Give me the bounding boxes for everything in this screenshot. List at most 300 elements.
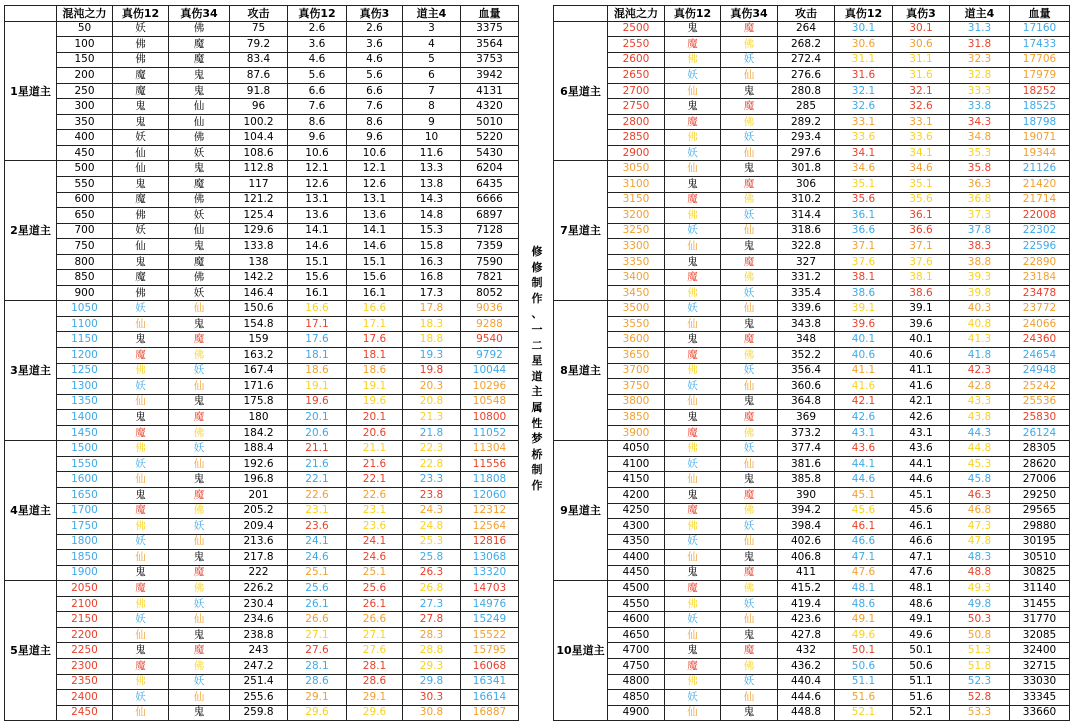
table-cell: 30.3 (403, 690, 461, 706)
table-cell: 佛 (113, 52, 169, 68)
table-cell: 仙 (113, 627, 169, 643)
table-cell: 14.6 (288, 239, 347, 255)
table-cell: 34.1 (893, 145, 950, 161)
table-cell: 佛 (721, 581, 778, 597)
table-cell: 仙 (113, 316, 169, 332)
table-cell: 仙 (113, 472, 169, 488)
table-cell: 佛 (721, 37, 778, 53)
table-cell: 180 (230, 410, 288, 426)
table-cell: 37.8 (950, 223, 1010, 239)
table-cell: 3375 (461, 21, 519, 37)
table-row (554, 658, 1070, 674)
table-cell: 佛 (665, 130, 721, 146)
table-cell: 40.8 (950, 316, 1010, 332)
table-cell: 30.1 (893, 21, 950, 37)
table-cell: 仙 (665, 705, 721, 721)
side-note (530, 244, 544, 494)
table-cell: 27006 (1010, 472, 1070, 488)
table-row (5, 254, 519, 270)
table-cell: 31.6 (835, 68, 893, 84)
table-cell: 3700 (608, 363, 665, 379)
table-cell: 33.8 (950, 99, 1010, 115)
table-row (554, 627, 1070, 643)
table-cell: 31.8 (950, 37, 1010, 53)
table-cell: 398.4 (778, 519, 835, 535)
table-cell: 14.3 (403, 192, 461, 208)
table-cell: 6435 (461, 177, 519, 193)
table-cell: 45.1 (835, 487, 893, 503)
table-cell: 356.4 (778, 363, 835, 379)
table-cell: 2650 (608, 68, 665, 84)
table-cell: 佛 (665, 363, 721, 379)
table-cell: 24066 (1010, 316, 1070, 332)
table-cell: 魔 (665, 581, 721, 597)
table-cell: 423.6 (778, 612, 835, 628)
table-row (5, 208, 519, 224)
table-cell: 18.1 (347, 348, 403, 364)
table-cell: 432 (778, 643, 835, 659)
table-cell: 39.1 (893, 301, 950, 317)
table-row (554, 456, 1070, 472)
table-cell: 32.6 (835, 99, 893, 115)
table-cell: 23.1 (288, 503, 347, 519)
table-cell: 鬼 (113, 487, 169, 503)
table-cell: 28.1 (347, 658, 403, 674)
table-cell: 3250 (608, 223, 665, 239)
table-cell: 25.8 (403, 550, 461, 566)
col-header: 混沌之力 (608, 6, 665, 22)
table-cell: 鬼 (113, 332, 169, 348)
table-cell: 30195 (1010, 534, 1070, 550)
table-cell: 45.3 (950, 456, 1010, 472)
table-cell: 佛 (169, 425, 230, 441)
table-cell: 4.6 (347, 52, 403, 68)
table-cell: 魔 (665, 114, 721, 130)
stats-table-right (553, 5, 1070, 721)
table-cell: 11808 (461, 472, 519, 488)
table-cell: 50 (57, 21, 113, 37)
table-cell: 39.8 (950, 285, 1010, 301)
table-cell: 43.1 (835, 425, 893, 441)
table-row (554, 68, 1070, 84)
table-cell: 仙 (665, 83, 721, 99)
table-cell: 6 (403, 68, 461, 84)
table-cell: 鬼 (665, 487, 721, 503)
table-cell: 125.4 (230, 208, 288, 224)
table-cell: 4700 (608, 643, 665, 659)
table-cell: 鬼 (721, 550, 778, 566)
table-row (5, 21, 519, 37)
side-note-char: 二 (531, 338, 543, 352)
stats-table-left (4, 5, 519, 721)
table-cell: 佛 (113, 285, 169, 301)
table-cell: 4350 (608, 534, 665, 550)
table-cell: 25.3 (403, 534, 461, 550)
table-cell: 37.6 (835, 254, 893, 270)
table-cell: 15795 (461, 643, 519, 659)
table-cell: 5.6 (347, 68, 403, 84)
side-note-char: 道 (531, 369, 543, 383)
table-cell: 46.1 (893, 519, 950, 535)
table-cell: 34.6 (893, 161, 950, 177)
table-cell: 47.1 (835, 550, 893, 566)
table-cell: 11556 (461, 456, 519, 472)
side-note-char: 、 (531, 307, 543, 321)
table-cell: 22.1 (288, 472, 347, 488)
table-cell: 27.6 (347, 643, 403, 659)
table-cell: 魔 (113, 68, 169, 84)
table-cell: 100 (57, 37, 113, 53)
table-row (5, 316, 519, 332)
table-cell: 1300 (57, 379, 113, 395)
table-cell: 3350 (608, 254, 665, 270)
table-cell: 41.1 (893, 363, 950, 379)
table-cell: 21.6 (288, 456, 347, 472)
table-cell: 魔 (721, 332, 778, 348)
table-cell: 251.4 (230, 674, 288, 690)
table-cell: 28.8 (403, 643, 461, 659)
table-cell: 佛 (721, 503, 778, 519)
table-cell: 25.1 (347, 565, 403, 581)
table-cell: 34.3 (950, 114, 1010, 130)
table-cell: 佛 (665, 52, 721, 68)
table-cell: 47.3 (950, 519, 1010, 535)
table-cell: 268.2 (778, 37, 835, 53)
table-cell: 22596 (1010, 239, 1070, 255)
table-cell: 117 (230, 177, 288, 193)
table-cell: 23.8 (403, 487, 461, 503)
table-cell: 佛 (721, 270, 778, 286)
side-note-char: 星 (531, 354, 543, 368)
table-cell: 魔 (169, 254, 230, 270)
table-cell: 75 (230, 21, 288, 37)
tier-label: 1星道主 (5, 21, 57, 161)
table-cell: 444.6 (778, 690, 835, 706)
table-cell: 妖 (113, 534, 169, 550)
table-cell: 49.6 (893, 627, 950, 643)
table-cell: 仙 (665, 550, 721, 566)
table-cell: 440.4 (778, 674, 835, 690)
table-cell: 11052 (461, 425, 519, 441)
table-cell: 47.6 (893, 565, 950, 581)
table-cell: 327 (778, 254, 835, 270)
table-cell: 2.6 (347, 21, 403, 37)
table-cell: 700 (57, 223, 113, 239)
table-cell: 2300 (57, 658, 113, 674)
table-row (554, 565, 1070, 581)
table-cell: 10 (403, 130, 461, 146)
table-cell: 343.8 (778, 316, 835, 332)
table-cell: 魔 (169, 643, 230, 659)
table-cell: 2550 (608, 37, 665, 53)
table-cell: 222 (230, 565, 288, 581)
table-cell: 91.8 (230, 83, 288, 99)
table-cell: 24.1 (288, 534, 347, 550)
table-cell: 1750 (57, 519, 113, 535)
table-cell: 48.8 (950, 565, 1010, 581)
table-cell: 妖 (721, 363, 778, 379)
table-row (554, 83, 1070, 99)
table-cell: 3900 (608, 425, 665, 441)
table-row (5, 130, 519, 146)
table-cell: 3750 (608, 379, 665, 395)
table-cell: 238.8 (230, 627, 288, 643)
table-cell: 21.1 (288, 441, 347, 457)
table-cell: 15.1 (288, 254, 347, 270)
table-cell: 佛 (113, 37, 169, 53)
table-cell: 32.1 (893, 83, 950, 99)
table-cell: 415.2 (778, 581, 835, 597)
table-cell: 44.1 (893, 456, 950, 472)
table-cell: 18.8 (403, 332, 461, 348)
table-cell: 妖 (113, 690, 169, 706)
table-cell: 45.1 (893, 487, 950, 503)
table-cell: 7128 (461, 223, 519, 239)
table-cell: 29.3 (403, 658, 461, 674)
table-cell: 13.8 (403, 177, 461, 193)
table-cell: 4320 (461, 99, 519, 115)
table-row (5, 596, 519, 612)
table-cell: 16.8 (403, 270, 461, 286)
table-cell: 40.3 (950, 301, 1010, 317)
table-cell: 29250 (1010, 487, 1070, 503)
table-cell: 3600 (608, 332, 665, 348)
table-cell: 鬼 (721, 316, 778, 332)
table-cell: 394.2 (778, 503, 835, 519)
table-cell: 佛 (169, 658, 230, 674)
table-cell: 魔 (665, 192, 721, 208)
table-row (5, 239, 519, 255)
table-cell: 15.8 (403, 239, 461, 255)
table-cell: 20.6 (288, 425, 347, 441)
table-cell: 19.3 (403, 348, 461, 364)
table-cell: 39.6 (835, 316, 893, 332)
table-row (5, 410, 519, 426)
table-cell: 魔 (113, 270, 169, 286)
table-cell: 352.2 (778, 348, 835, 364)
table-cell: 10.6 (347, 145, 403, 161)
table-cell: 19071 (1010, 130, 1070, 146)
table-cell: 12060 (461, 487, 519, 503)
table-cell: 仙 (113, 705, 169, 721)
col-header: 攻击 (230, 6, 288, 22)
table-cell: 21.8 (403, 425, 461, 441)
side-note-char: 性 (531, 416, 543, 430)
table-cell: 鬼 (113, 643, 169, 659)
table-row (554, 208, 1070, 224)
table-row (554, 52, 1070, 68)
table-cell: 600 (57, 192, 113, 208)
table-cell: 36.8 (950, 192, 1010, 208)
table-cell: 171.6 (230, 379, 288, 395)
table-cell: 魔 (721, 177, 778, 193)
table-cell: 10.6 (288, 145, 347, 161)
table-cell: 369 (778, 410, 835, 426)
table-cell: 14.1 (347, 223, 403, 239)
table-cell: 1150 (57, 332, 113, 348)
table-cell: 17979 (1010, 68, 1070, 84)
table-cell: 魔 (169, 487, 230, 503)
table-cell: 9 (403, 114, 461, 130)
side-note-char: 制 (531, 463, 543, 477)
table-cell: 仙 (113, 550, 169, 566)
table-cell: 26.6 (347, 612, 403, 628)
col-header: 血量 (1010, 6, 1070, 22)
table-cell: 39.3 (950, 270, 1010, 286)
table-cell: 1100 (57, 316, 113, 332)
table-cell: 2050 (57, 581, 113, 597)
table-row (554, 394, 1070, 410)
table-cell: 14976 (461, 596, 519, 612)
table-cell: 17.8 (403, 301, 461, 317)
table-cell: 魔 (169, 332, 230, 348)
table-cell: 43.3 (950, 394, 1010, 410)
table-row (5, 52, 519, 68)
header-row (554, 6, 1070, 22)
table-cell: 4650 (608, 627, 665, 643)
table-cell: 3650 (608, 348, 665, 364)
table-row (554, 410, 1070, 426)
table-cell: 妖 (721, 596, 778, 612)
table-cell: 21.1 (347, 441, 403, 457)
table-cell: 25.6 (288, 581, 347, 597)
table-cell: 2450 (57, 705, 113, 721)
table-cell: 13.1 (288, 192, 347, 208)
tier-label: 9星道主 (554, 441, 608, 581)
table-cell: 仙 (665, 161, 721, 177)
side-note-char: 修 (531, 245, 543, 258)
table-cell: 魔 (665, 37, 721, 53)
table-cell: 49.3 (950, 581, 1010, 597)
table-cell: 魔 (113, 192, 169, 208)
table-cell: 2750 (608, 99, 665, 115)
table-row (5, 643, 519, 659)
table-cell: 650 (57, 208, 113, 224)
table-row (554, 239, 1070, 255)
table-cell: 妖 (721, 52, 778, 68)
table-cell: 6.6 (288, 83, 347, 99)
table-cell: 12564 (461, 519, 519, 535)
table-cell: 妖 (665, 456, 721, 472)
table-cell: 32.6 (893, 99, 950, 115)
table-cell: 4300 (608, 519, 665, 535)
table-cell: 32.1 (835, 83, 893, 99)
table-cell: 妖 (113, 130, 169, 146)
table-cell: 31.6 (893, 68, 950, 84)
table-cell: 12.1 (347, 161, 403, 177)
table-cell: 佛 (113, 363, 169, 379)
table-cell: 7 (403, 83, 461, 99)
table-cell: 51.1 (835, 674, 893, 690)
table-cell: 50.6 (835, 658, 893, 674)
table-cell: 46.3 (950, 487, 1010, 503)
table-cell: 4 (403, 37, 461, 53)
table-cell: 14.1 (288, 223, 347, 239)
col-header: 混沌之力 (57, 6, 113, 22)
table-cell: 鬼 (113, 99, 169, 115)
table-cell: 43.6 (835, 441, 893, 457)
table-cell: 仙 (169, 99, 230, 115)
table-cell: 17433 (1010, 37, 1070, 53)
table-cell: 鬼 (665, 332, 721, 348)
table-cell: 仙 (169, 690, 230, 706)
table-cell: 36.1 (835, 208, 893, 224)
table-cell: 3500 (608, 301, 665, 317)
table-row (5, 285, 519, 301)
table-cell: 217.8 (230, 550, 288, 566)
table-cell: 121.2 (230, 192, 288, 208)
table-row (5, 550, 519, 566)
table-cell: 42.6 (835, 410, 893, 426)
table-cell: 4100 (608, 456, 665, 472)
table-cell: 30.6 (893, 37, 950, 53)
table-cell: 12.6 (288, 177, 347, 193)
table-row (554, 363, 1070, 379)
table-cell: 16068 (461, 658, 519, 674)
table-cell: 佛 (665, 285, 721, 301)
tier-label: 3星道主 (5, 301, 57, 441)
table-cell: 魔 (169, 565, 230, 581)
table-cell: 17.6 (347, 332, 403, 348)
table-cell: 魔 (169, 410, 230, 426)
table-cell: 4200 (608, 487, 665, 503)
table-cell: 22.1 (347, 472, 403, 488)
table-cell: 360.6 (778, 379, 835, 395)
table-cell: 293.4 (778, 130, 835, 146)
table-cell: 24360 (1010, 332, 1070, 348)
table-cell: 51.6 (893, 690, 950, 706)
side-note-char: 作 (531, 291, 543, 305)
table-cell: 33660 (1010, 705, 1070, 721)
table-cell: 28.3 (403, 627, 461, 643)
table-cell: 24.8 (403, 519, 461, 535)
table-cell: 1600 (57, 472, 113, 488)
table-cell: 44.1 (835, 456, 893, 472)
table-cell: 魔 (721, 643, 778, 659)
table-cell: 仙 (169, 301, 230, 317)
table-row (554, 705, 1070, 721)
table-row (5, 565, 519, 581)
table-cell: 3200 (608, 208, 665, 224)
table-cell: 550 (57, 177, 113, 193)
table-cell: 2150 (57, 612, 113, 628)
table-cell: 50.8 (950, 627, 1010, 643)
table-cell: 佛 (169, 503, 230, 519)
table-cell: 3753 (461, 52, 519, 68)
table-cell: 6897 (461, 208, 519, 224)
table-cell: 妖 (665, 145, 721, 161)
table-cell: 43.8 (950, 410, 1010, 426)
table-cell: 佛 (665, 208, 721, 224)
table-cell: 12816 (461, 534, 519, 550)
table-row (554, 130, 1070, 146)
table-cell: 335.4 (778, 285, 835, 301)
side-note-char: 制 (531, 276, 543, 290)
table-cell: 仙 (721, 612, 778, 628)
table-cell: 仙 (665, 239, 721, 255)
table-row (554, 114, 1070, 130)
table-cell: 24948 (1010, 363, 1070, 379)
table-cell: 3800 (608, 394, 665, 410)
col-header: 真伤34 (721, 6, 778, 22)
table-cell: 魔 (169, 52, 230, 68)
table-cell: 仙 (665, 394, 721, 410)
table-cell: 33.1 (835, 114, 893, 130)
table-cell: 仙 (665, 316, 721, 332)
table-cell: 9.6 (288, 130, 347, 146)
table-row (5, 379, 519, 395)
table-cell: 31455 (1010, 596, 1070, 612)
